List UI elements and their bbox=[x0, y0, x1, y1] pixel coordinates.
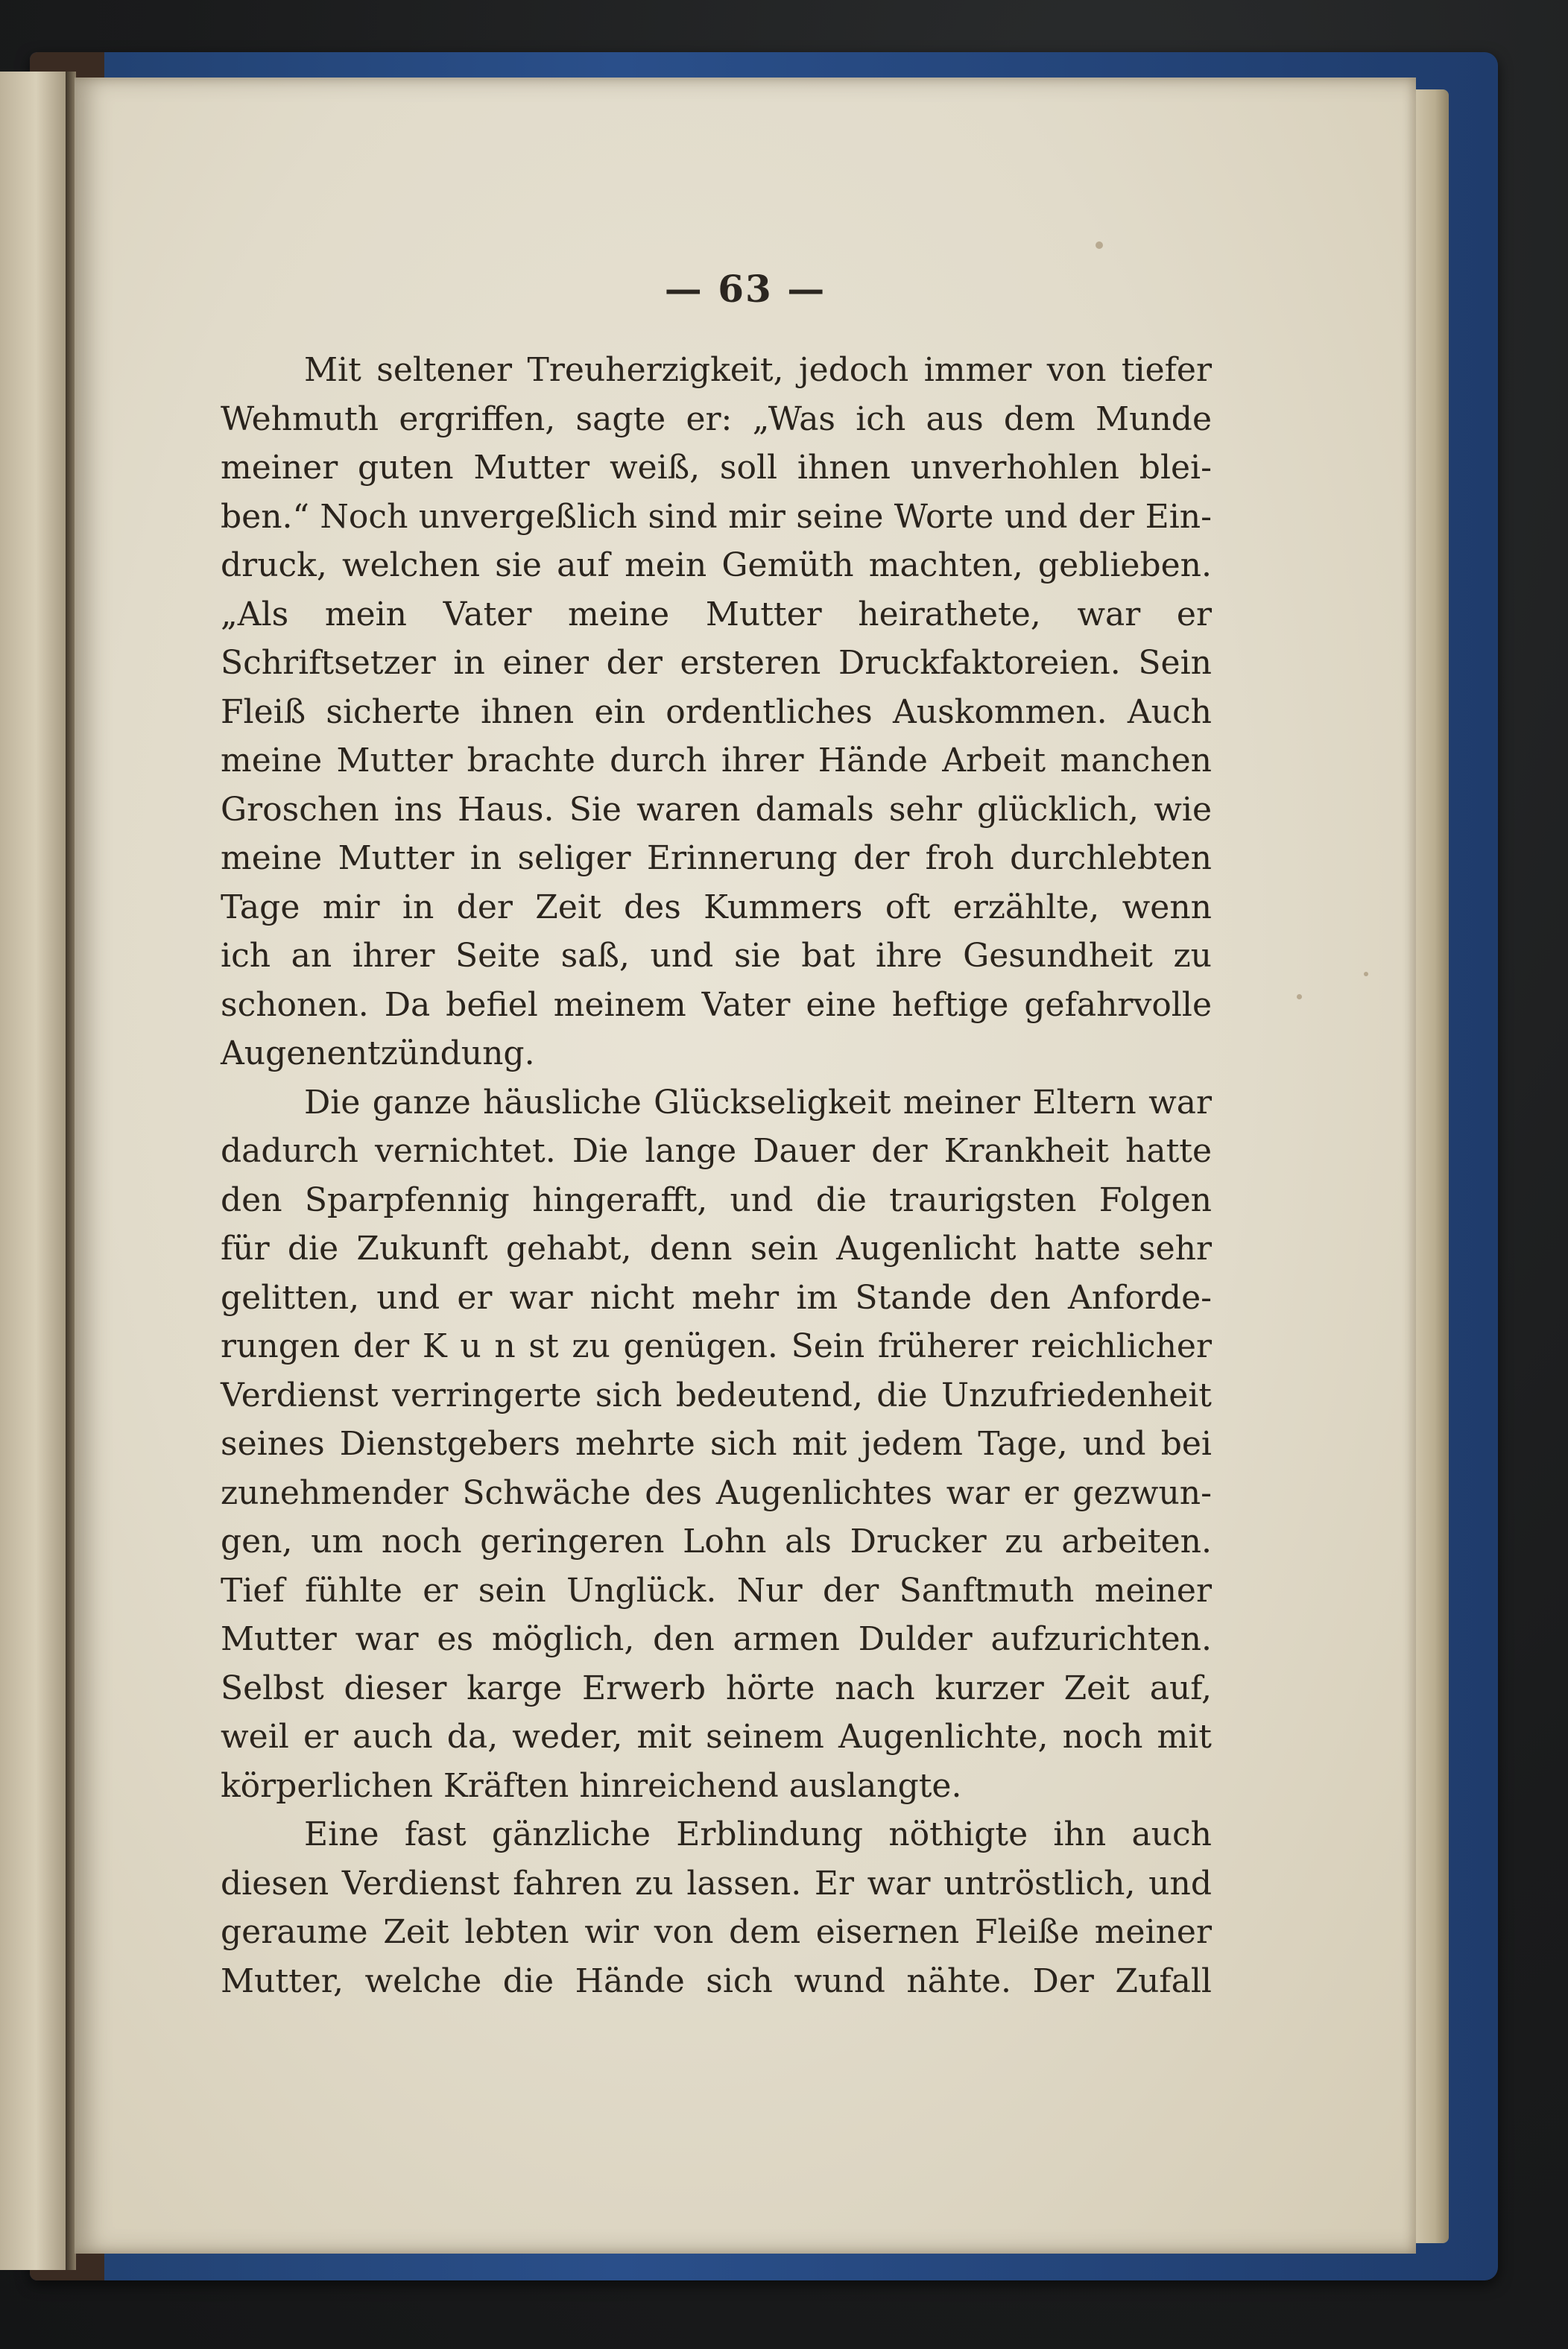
text-line: Eine fast gänzliche Erblindung nöthigte ihn auch bbox=[304, 1815, 1212, 1853]
text-line: Schriftsetzer in einer der ersteren Druckfaktoreien. Sein bbox=[221, 644, 1212, 682]
text-line: geraume Zeit lebten wir von dem eisernen Fleiße meiner bbox=[221, 1913, 1212, 1951]
text-line: Tage mir in der Zeit des Kummers oft erzählte, wenn bbox=[221, 888, 1212, 926]
text-line: diesen Verdienst fahren zu lassen. Er war untröstlich, und bbox=[221, 1864, 1212, 1903]
text-line: schonen. Da befiel meinem Vater eine heftige gefahrvolle bbox=[221, 985, 1212, 1024]
text-line: Mutter war es möglich, den armen Dulder aufzurichten. bbox=[221, 1620, 1212, 1658]
foxing-spot bbox=[1096, 241, 1103, 249]
text-line: Augenentzündung. bbox=[221, 1034, 535, 1072]
foxing-spot bbox=[1297, 994, 1302, 999]
text-line: für die Zukunft gehabt, denn sein Augenlicht hatte sehr bbox=[221, 1230, 1212, 1268]
text-line: den Sparpfennig hingerafft, und die traurigsten Folgen bbox=[221, 1180, 1212, 1219]
text-line: seines Dienstgebers mehrte sich mit jedem Tage, und bei bbox=[221, 1425, 1212, 1463]
foxing-spot bbox=[1364, 972, 1368, 976]
text-line: druck, welchen sie auf mein Gemüth machten, geblieben. bbox=[221, 546, 1212, 584]
page-stack-edge bbox=[1414, 89, 1449, 2243]
text-line: meiner guten Mutter weiß, soll ihnen unverhohlen blei- bbox=[221, 449, 1212, 487]
page-number: — 63 — bbox=[664, 267, 826, 311]
text-line: Mutter, welche die Hände sich wund nähte. Der Zufall bbox=[221, 1961, 1212, 2000]
text-line: körperlichen Kräften hinreichend auslangte. bbox=[221, 1766, 962, 1805]
text-line: dadurch vernichtet. Die lange Dauer der Krankheit hatte bbox=[221, 1132, 1212, 1170]
text-line: Fleiß sicherte ihnen ein ordentliches Auskommen. Auch bbox=[221, 692, 1212, 731]
text-line: zunehmender Schwäche des Augenlichtes war er gezwun- bbox=[221, 1473, 1212, 1512]
text-line: gelitten, und er war nicht mehr im Stande den Anforde- bbox=[221, 1278, 1212, 1317]
previous-page-edge bbox=[0, 72, 68, 2270]
text-line: weil er auch da, weder, mit seinem Augenlichte, noch mit bbox=[221, 1718, 1212, 1756]
text-line: ich an ihrer Seite saß, und sie bat ihre Gesundheit zu bbox=[221, 937, 1212, 975]
text-line: Groschen ins Haus. Sie waren damals sehr glücklich, wie bbox=[221, 790, 1212, 829]
text-line: „Als mein Vater meine Mutter heirathete, war er bbox=[221, 595, 1212, 633]
text-line: ben.“ Noch unvergeßlich sind mir seine Worte und der Ein- bbox=[221, 497, 1212, 536]
text-line: Wehmuth ergriffen, sagte er: „Was ich aus dem Munde bbox=[221, 399, 1212, 438]
text-line: Mit seltener Treuherzigkeit, jedoch immer von tiefer bbox=[304, 351, 1212, 389]
text-line: Selbst dieser karge Erwerb hörte nach kurzer Zeit auf, bbox=[221, 1669, 1212, 1707]
text-line: Die ganze häusliche Glückseligkeit meiner Eltern war bbox=[304, 1083, 1212, 1122]
text-line: gen, um noch geringeren Lohn als Drucker zu arbeiten. bbox=[221, 1523, 1212, 1561]
text-line: rungen der K u n st zu genügen. Sein früherer reichlicher bbox=[221, 1327, 1212, 1365]
text-line: meine Mutter brachte durch ihrer Hände Arbeit manchen bbox=[221, 742, 1212, 780]
body-text bbox=[221, 346, 1212, 2005]
text-line: meine Mutter in seliger Erinnerung der froh durchlebten bbox=[221, 839, 1212, 877]
text-line: Verdienst verringerte sich bedeutend, die Unzufriedenheit bbox=[221, 1376, 1212, 1414]
text-line: Tief fühlte er sein Unglück. Nur der Sanftmuth meiner bbox=[221, 1571, 1212, 1610]
